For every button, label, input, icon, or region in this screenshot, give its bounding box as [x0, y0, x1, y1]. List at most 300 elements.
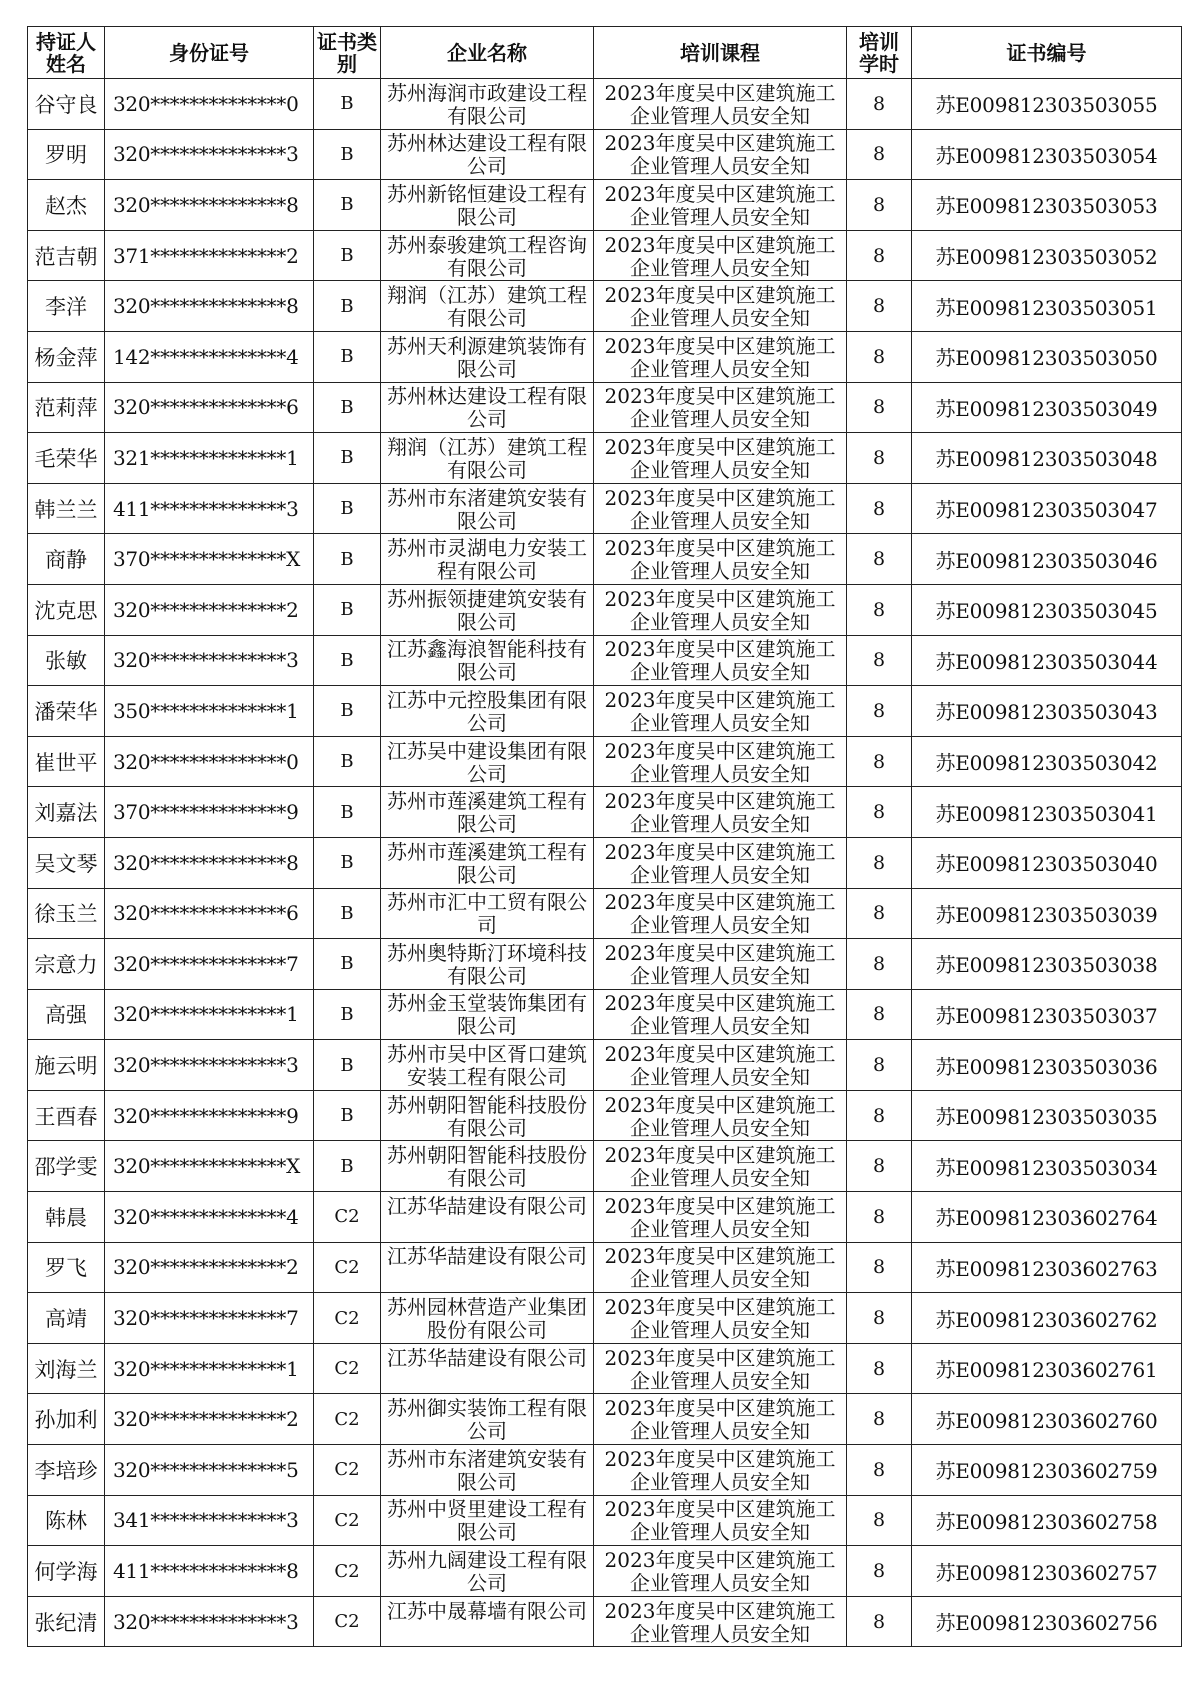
course-cell	[594, 989, 847, 1040]
id-number-cell: 320**************4	[105, 1192, 314, 1243]
table-row	[28, 939, 1182, 990]
course-cell	[594, 1596, 847, 1647]
company-cell-text: 翔润（江苏）建筑工程有限公司	[387, 283, 587, 331]
header-cert-type: 证书类别	[314, 27, 381, 79]
course-cell-text: 2023年度吴中区建筑施工企业管理人员安全知	[604, 536, 836, 584]
course-cell	[594, 686, 847, 737]
holder-name-cell: 施云明	[28, 1040, 105, 1091]
table-row	[28, 1495, 1182, 1546]
hours-cell: 8	[847, 1242, 912, 1293]
company-cell	[381, 1546, 594, 1597]
cert-number-cell: 苏E009812303503043	[912, 686, 1182, 737]
header-holder-name: 持证人姓名	[28, 27, 105, 79]
cert-type-cell: B	[314, 736, 381, 787]
id-number-cell: 320**************5	[105, 1445, 314, 1496]
company-cell	[381, 989, 594, 1040]
course-cell-text: 2023年度吴中区建筑施工企业管理人员安全知	[604, 1143, 836, 1191]
company-cell-text: 苏州市莲溪建筑工程有限公司	[387, 839, 587, 887]
holder-name-cell: 罗飞	[28, 1242, 105, 1293]
hours-cell: 8	[847, 736, 912, 787]
course-cell-text: 2023年度吴中区建筑施工企业管理人员安全知	[604, 1548, 836, 1596]
course-cell	[594, 1090, 847, 1141]
course-cell-text: 2023年度吴中区建筑施工企业管理人员安全知	[604, 485, 836, 533]
cert-number-cell: 苏E009812303602761	[912, 1343, 1182, 1394]
course-cell	[594, 584, 847, 635]
table-row	[28, 1090, 1182, 1141]
table-row	[28, 1394, 1182, 1445]
course-cell	[594, 1495, 847, 1546]
cert-type-cell: B	[314, 686, 381, 737]
company-cell-text: 苏州天利源建筑装饰有限公司	[387, 333, 587, 381]
holder-name-cell: 徐玉兰	[28, 888, 105, 939]
company-cell-text: 苏州九阔建设工程有限公司	[387, 1548, 587, 1596]
table-row	[28, 331, 1182, 382]
table-row	[28, 888, 1182, 939]
table-row	[28, 1343, 1182, 1394]
company-cell-text: 苏州市莲溪建筑工程有限公司	[387, 789, 587, 837]
table-row	[28, 79, 1182, 130]
id-number-cell: 320**************3	[105, 635, 314, 686]
id-number-cell: 320**************3	[105, 1040, 314, 1091]
hours-cell: 8	[847, 281, 912, 332]
company-cell	[381, 1495, 594, 1546]
id-number-cell: 320**************2	[105, 584, 314, 635]
holder-name-cell: 杨金萍	[28, 331, 105, 382]
holder-name-cell: 毛荣华	[28, 433, 105, 484]
id-number-cell: 341**************3	[105, 1495, 314, 1546]
id-number-cell: 320**************7	[105, 939, 314, 990]
course-cell	[594, 1343, 847, 1394]
id-number-cell: 320**************7	[105, 1293, 314, 1344]
id-number-cell: 320**************3	[105, 1596, 314, 1647]
cert-type-cell: B	[314, 1040, 381, 1091]
company-cell	[381, 1394, 594, 1445]
course-cell	[594, 180, 847, 231]
table-row	[28, 281, 1182, 332]
company-cell	[381, 483, 594, 534]
id-number-cell: 320**************1	[105, 1343, 314, 1394]
id-number-cell: 371**************2	[105, 230, 314, 281]
holder-name-cell: 潘荣华	[28, 686, 105, 737]
course-cell	[594, 1040, 847, 1091]
hours-cell: 8	[847, 79, 912, 130]
cert-number-cell: 苏E009812303503051	[912, 281, 1182, 332]
hours-cell: 8	[847, 584, 912, 635]
id-number-cell: 320**************9	[105, 1090, 314, 1141]
id-number-cell: 370**************X	[105, 534, 314, 585]
hours-cell: 8	[847, 433, 912, 484]
cert-type-cell: C2	[314, 1546, 381, 1597]
cert-number-cell: 苏E009812303503048	[912, 433, 1182, 484]
company-cell-text: 江苏华喆建设有限公司	[387, 1244, 587, 1269]
cert-type-cell: B	[314, 787, 381, 838]
holder-name-cell: 陈林	[28, 1495, 105, 1546]
table-body	[28, 79, 1182, 1647]
company-cell-text: 苏州御实装饰工程有限公司	[387, 1396, 587, 1444]
holder-name-cell: 韩晨	[28, 1192, 105, 1243]
course-cell-text: 2023年度吴中区建筑施工企业管理人员安全知	[604, 1244, 836, 1292]
table-row	[28, 534, 1182, 585]
course-cell	[594, 1394, 847, 1445]
course-cell	[594, 382, 847, 433]
table-row	[28, 1141, 1182, 1192]
company-cell	[381, 433, 594, 484]
company-cell	[381, 584, 594, 635]
cert-type-cell: C2	[314, 1596, 381, 1647]
table-row	[28, 1192, 1182, 1243]
hours-cell: 8	[847, 888, 912, 939]
company-cell-text: 江苏中元控股集团有限公司	[387, 687, 587, 735]
company-cell	[381, 1242, 594, 1293]
company-cell	[381, 281, 594, 332]
table-row	[28, 686, 1182, 737]
course-cell-text: 2023年度吴中区建筑施工企业管理人员安全知	[604, 333, 836, 381]
id-number-cell: 320**************8	[105, 837, 314, 888]
holder-name-cell: 孙加利	[28, 1394, 105, 1445]
course-cell	[594, 1141, 847, 1192]
id-number-cell: 320**************8	[105, 180, 314, 231]
company-cell-text: 苏州市吴中区胥口建筑安装工程有限公司	[387, 1042, 587, 1090]
cert-number-cell: 苏E009812303503044	[912, 635, 1182, 686]
company-cell-text: 苏州园林营造产业集团股份有限公司	[387, 1295, 587, 1343]
hours-cell: 8	[847, 1040, 912, 1091]
hours-cell: 8	[847, 989, 912, 1040]
header-cert-number: 证书编号	[912, 27, 1182, 79]
cert-number-cell: 苏E009812303602756	[912, 1596, 1182, 1647]
course-cell	[594, 1445, 847, 1496]
holder-name-cell: 邵学雯	[28, 1141, 105, 1192]
id-number-cell: 320**************0	[105, 79, 314, 130]
hours-cell: 8	[847, 483, 912, 534]
id-number-cell: 370**************9	[105, 787, 314, 838]
company-cell-text: 苏州新铭恒建设工程有限公司	[387, 181, 587, 229]
course-cell-text: 2023年度吴中区建筑施工企业管理人员安全知	[604, 131, 836, 179]
course-cell-text: 2023年度吴中区建筑施工企业管理人员安全知	[604, 586, 836, 634]
cert-type-cell: B	[314, 989, 381, 1040]
hours-cell: 8	[847, 939, 912, 990]
course-cell-text: 2023年度吴中区建筑施工企业管理人员安全知	[604, 283, 836, 331]
holder-name-cell: 韩兰兰	[28, 483, 105, 534]
holder-name-cell: 张纪清	[28, 1596, 105, 1647]
table-row	[28, 1445, 1182, 1496]
hours-cell: 8	[847, 1596, 912, 1647]
company-cell-text: 苏州泰骏建筑工程咨询有限公司	[387, 232, 587, 280]
cert-number-cell: 苏E009812303503035	[912, 1090, 1182, 1141]
cert-type-cell: C2	[314, 1242, 381, 1293]
course-cell	[594, 1546, 847, 1597]
company-cell-text: 苏州金玉堂装饰集团有限公司	[387, 991, 587, 1039]
holder-name-cell: 吴文琴	[28, 837, 105, 888]
course-cell	[594, 281, 847, 332]
course-cell-text: 2023年度吴中区建筑施工企业管理人员安全知	[604, 1092, 836, 1140]
course-cell	[594, 534, 847, 585]
course-cell-text: 2023年度吴中区建筑施工企业管理人员安全知	[604, 1446, 836, 1494]
company-cell-text: 苏州林达建设工程有限公司	[387, 384, 587, 432]
company-cell-text: 苏州林达建设工程有限公司	[387, 131, 587, 179]
table-row	[28, 1596, 1182, 1647]
course-cell-text: 2023年度吴中区建筑施工企业管理人员安全知	[604, 789, 836, 837]
company-cell	[381, 1293, 594, 1344]
hours-cell: 8	[847, 129, 912, 180]
cert-number-cell: 苏E009812303602759	[912, 1445, 1182, 1496]
cert-type-cell: C2	[314, 1293, 381, 1344]
company-cell	[381, 1343, 594, 1394]
company-cell	[381, 787, 594, 838]
course-cell	[594, 837, 847, 888]
cert-type-cell: B	[314, 1141, 381, 1192]
table-row	[28, 1546, 1182, 1597]
cert-type-cell: B	[314, 888, 381, 939]
company-cell-text: 江苏鑫海浪智能科技有限公司	[387, 637, 587, 685]
course-cell-text: 2023年度吴中区建筑施工企业管理人员安全知	[604, 1497, 836, 1545]
course-cell-text: 2023年度吴中区建筑施工企业管理人员安全知	[604, 1042, 836, 1090]
cert-type-cell: B	[314, 433, 381, 484]
cert-type-cell: B	[314, 939, 381, 990]
company-cell-text: 江苏华喆建设有限公司	[387, 1345, 587, 1370]
cert-type-cell: B	[314, 331, 381, 382]
id-number-cell: 320**************3	[105, 129, 314, 180]
holder-name-cell: 张敏	[28, 635, 105, 686]
course-cell	[594, 1242, 847, 1293]
course-cell	[594, 230, 847, 281]
holder-name-cell: 沈克思	[28, 584, 105, 635]
company-cell	[381, 1141, 594, 1192]
course-cell-text: 2023年度吴中区建筑施工企业管理人员安全知	[604, 687, 836, 735]
id-number-cell: 320**************0	[105, 736, 314, 787]
hours-cell: 8	[847, 230, 912, 281]
cert-type-cell: B	[314, 230, 381, 281]
hours-cell: 8	[847, 1445, 912, 1496]
company-cell	[381, 1090, 594, 1141]
holder-name-cell: 宗意力	[28, 939, 105, 990]
course-cell-text: 2023年度吴中区建筑施工企业管理人员安全知	[604, 1295, 836, 1343]
course-cell	[594, 888, 847, 939]
table-row	[28, 382, 1182, 433]
holder-name-cell: 刘海兰	[28, 1343, 105, 1394]
company-cell	[381, 382, 594, 433]
company-cell	[381, 635, 594, 686]
cert-number-cell: 苏E009812303503052	[912, 230, 1182, 281]
table-row	[28, 736, 1182, 787]
id-number-cell: 321**************1	[105, 433, 314, 484]
hours-cell: 8	[847, 635, 912, 686]
cert-number-cell: 苏E009812303503038	[912, 939, 1182, 990]
table-header-row	[28, 27, 1182, 79]
course-cell	[594, 736, 847, 787]
course-cell-text: 2023年度吴中区建筑施工企业管理人员安全知	[604, 637, 836, 685]
company-cell	[381, 686, 594, 737]
hours-cell: 8	[847, 382, 912, 433]
cert-type-cell: B	[314, 584, 381, 635]
course-cell-text: 2023年度吴中区建筑施工企业管理人员安全知	[604, 1193, 836, 1241]
course-cell	[594, 939, 847, 990]
hours-cell: 8	[847, 1394, 912, 1445]
course-cell-text: 2023年度吴中区建筑施工企业管理人员安全知	[604, 232, 836, 280]
table-row	[28, 1242, 1182, 1293]
hours-cell: 8	[847, 787, 912, 838]
table-row	[28, 180, 1182, 231]
holder-name-cell: 刘嘉法	[28, 787, 105, 838]
hours-cell: 8	[847, 1546, 912, 1597]
holder-name-cell: 王酉春	[28, 1090, 105, 1141]
cert-number-cell: 苏E009812303503036	[912, 1040, 1182, 1091]
hours-cell: 8	[847, 686, 912, 737]
cert-type-cell: B	[314, 1090, 381, 1141]
course-cell-text: 2023年度吴中区建筑施工企业管理人员安全知	[604, 839, 836, 887]
hours-cell: 8	[847, 837, 912, 888]
holder-name-cell: 高强	[28, 989, 105, 1040]
cert-number-cell: 苏E009812303602763	[912, 1242, 1182, 1293]
id-number-cell: 320**************6	[105, 382, 314, 433]
hours-cell: 8	[847, 1090, 912, 1141]
cert-number-cell: 苏E009812303503034	[912, 1141, 1182, 1192]
table-row	[28, 1293, 1182, 1344]
table-row	[28, 635, 1182, 686]
id-number-cell: 142**************4	[105, 331, 314, 382]
hours-cell: 8	[847, 1293, 912, 1344]
table-row	[28, 129, 1182, 180]
company-cell-text: 苏州奥特斯汀环境科技有限公司	[387, 940, 587, 988]
company-cell	[381, 79, 594, 130]
course-cell	[594, 433, 847, 484]
id-number-cell: 320**************6	[105, 888, 314, 939]
cert-type-cell: B	[314, 837, 381, 888]
table-row	[28, 230, 1182, 281]
course-cell	[594, 635, 847, 686]
course-cell-text: 2023年度吴中区建筑施工企业管理人员安全知	[604, 940, 836, 988]
header-course: 培训课程	[594, 27, 847, 79]
cert-type-cell: B	[314, 281, 381, 332]
company-cell-text: 苏州市东渚建筑安装有限公司	[387, 485, 587, 533]
company-cell-text: 翔润（江苏）建筑工程有限公司	[387, 434, 587, 482]
cert-type-cell: B	[314, 483, 381, 534]
hours-cell: 8	[847, 1343, 912, 1394]
holder-name-cell: 范莉萍	[28, 382, 105, 433]
hours-cell: 8	[847, 331, 912, 382]
cert-type-cell: B	[314, 534, 381, 585]
course-cell	[594, 787, 847, 838]
header-company: 企业名称	[381, 27, 594, 79]
cert-number-cell: 苏E009812303503050	[912, 331, 1182, 382]
cert-type-cell: C2	[314, 1495, 381, 1546]
company-cell-text: 江苏吴中建设集团有限公司	[387, 738, 587, 786]
company-cell	[381, 129, 594, 180]
holder-name-cell: 赵杰	[28, 180, 105, 231]
course-cell-text: 2023年度吴中区建筑施工企业管理人员安全知	[604, 738, 836, 786]
cert-number-cell: 苏E009812303503046	[912, 534, 1182, 585]
company-cell	[381, 888, 594, 939]
cert-number-cell: 苏E009812303503055	[912, 79, 1182, 130]
holder-name-cell: 商静	[28, 534, 105, 585]
company-cell	[381, 1596, 594, 1647]
cert-number-cell: 苏E009812303503049	[912, 382, 1182, 433]
id-number-cell: 320**************2	[105, 1242, 314, 1293]
hours-cell: 8	[847, 534, 912, 585]
cert-type-cell: C2	[314, 1445, 381, 1496]
header-id-number: 身份证号	[105, 27, 314, 79]
company-cell-text: 苏州市汇中工贸有限公司	[387, 890, 587, 938]
company-cell-text: 江苏华喆建设有限公司	[387, 1193, 587, 1218]
table-row	[28, 837, 1182, 888]
company-cell-text: 苏州中贤里建设工程有限公司	[387, 1497, 587, 1545]
cert-type-cell: B	[314, 129, 381, 180]
id-number-cell: 320**************2	[105, 1394, 314, 1445]
course-cell-text: 2023年度吴中区建筑施工企业管理人员安全知	[604, 890, 836, 938]
course-cell-text: 2023年度吴中区建筑施工企业管理人员安全知	[604, 181, 836, 229]
company-cell-text: 苏州振领捷建筑安装有限公司	[387, 586, 587, 634]
holder-name-cell: 何学海	[28, 1546, 105, 1597]
id-number-cell: 320**************8	[105, 281, 314, 332]
cert-number-cell: 苏E009812303503042	[912, 736, 1182, 787]
certificate-table	[27, 26, 1182, 1647]
course-cell	[594, 331, 847, 382]
table-row	[28, 787, 1182, 838]
id-number-cell: 411**************8	[105, 1546, 314, 1597]
holder-name-cell: 李培珍	[28, 1445, 105, 1496]
table-row	[28, 1040, 1182, 1091]
hours-cell: 8	[847, 1495, 912, 1546]
holder-name-cell: 范吉朝	[28, 230, 105, 281]
cert-number-cell: 苏E009812303602764	[912, 1192, 1182, 1243]
cert-type-cell: C2	[314, 1343, 381, 1394]
table-row	[28, 584, 1182, 635]
id-number-cell: 411**************3	[105, 483, 314, 534]
course-cell	[594, 79, 847, 130]
id-number-cell: 350**************1	[105, 686, 314, 737]
company-cell-text: 苏州市灵湖电力安装工程有限公司	[387, 536, 587, 584]
company-cell-text: 苏州市东渚建筑安装有限公司	[387, 1446, 587, 1494]
holder-name-cell: 罗明	[28, 129, 105, 180]
company-cell	[381, 1192, 594, 1243]
cert-type-cell: B	[314, 635, 381, 686]
header-hours: 培训学时	[847, 27, 912, 79]
company-cell	[381, 331, 594, 382]
cert-type-cell: B	[314, 180, 381, 231]
company-cell	[381, 1445, 594, 1496]
course-cell-text: 2023年度吴中区建筑施工企业管理人员安全知	[604, 1598, 836, 1646]
table-row	[28, 989, 1182, 1040]
cert-number-cell: 苏E009812303602760	[912, 1394, 1182, 1445]
id-number-cell: 320**************X	[105, 1141, 314, 1192]
company-cell	[381, 180, 594, 231]
course-cell	[594, 1293, 847, 1344]
cert-number-cell: 苏E009812303503054	[912, 129, 1182, 180]
company-cell	[381, 1040, 594, 1091]
course-cell-text: 2023年度吴中区建筑施工企业管理人员安全知	[604, 991, 836, 1039]
course-cell-text: 2023年度吴中区建筑施工企业管理人员安全知	[604, 384, 836, 432]
cert-number-cell: 苏E009812303503045	[912, 584, 1182, 635]
cert-type-cell: B	[314, 382, 381, 433]
course-cell-text: 2023年度吴中区建筑施工企业管理人员安全知	[604, 80, 836, 128]
cert-number-cell: 苏E009812303602757	[912, 1546, 1182, 1597]
hours-cell: 8	[847, 1192, 912, 1243]
course-cell	[594, 1192, 847, 1243]
cert-number-cell: 苏E009812303503039	[912, 888, 1182, 939]
cert-number-cell: 苏E009812303602758	[912, 1495, 1182, 1546]
hours-cell: 8	[847, 180, 912, 231]
cert-number-cell: 苏E009812303602762	[912, 1293, 1182, 1344]
company-cell-text: 苏州朝阳智能科技股份有限公司	[387, 1143, 587, 1191]
cert-number-cell: 苏E009812303503037	[912, 989, 1182, 1040]
course-cell-text: 2023年度吴中区建筑施工企业管理人员安全知	[604, 1345, 836, 1393]
company-cell-text: 苏州朝阳智能科技股份有限公司	[387, 1092, 587, 1140]
cert-number-cell: 苏E009812303503053	[912, 180, 1182, 231]
holder-name-cell: 高靖	[28, 1293, 105, 1344]
cert-type-cell: C2	[314, 1394, 381, 1445]
cert-number-cell: 苏E009812303503041	[912, 787, 1182, 838]
holder-name-cell: 崔世平	[28, 736, 105, 787]
table-row	[28, 483, 1182, 534]
